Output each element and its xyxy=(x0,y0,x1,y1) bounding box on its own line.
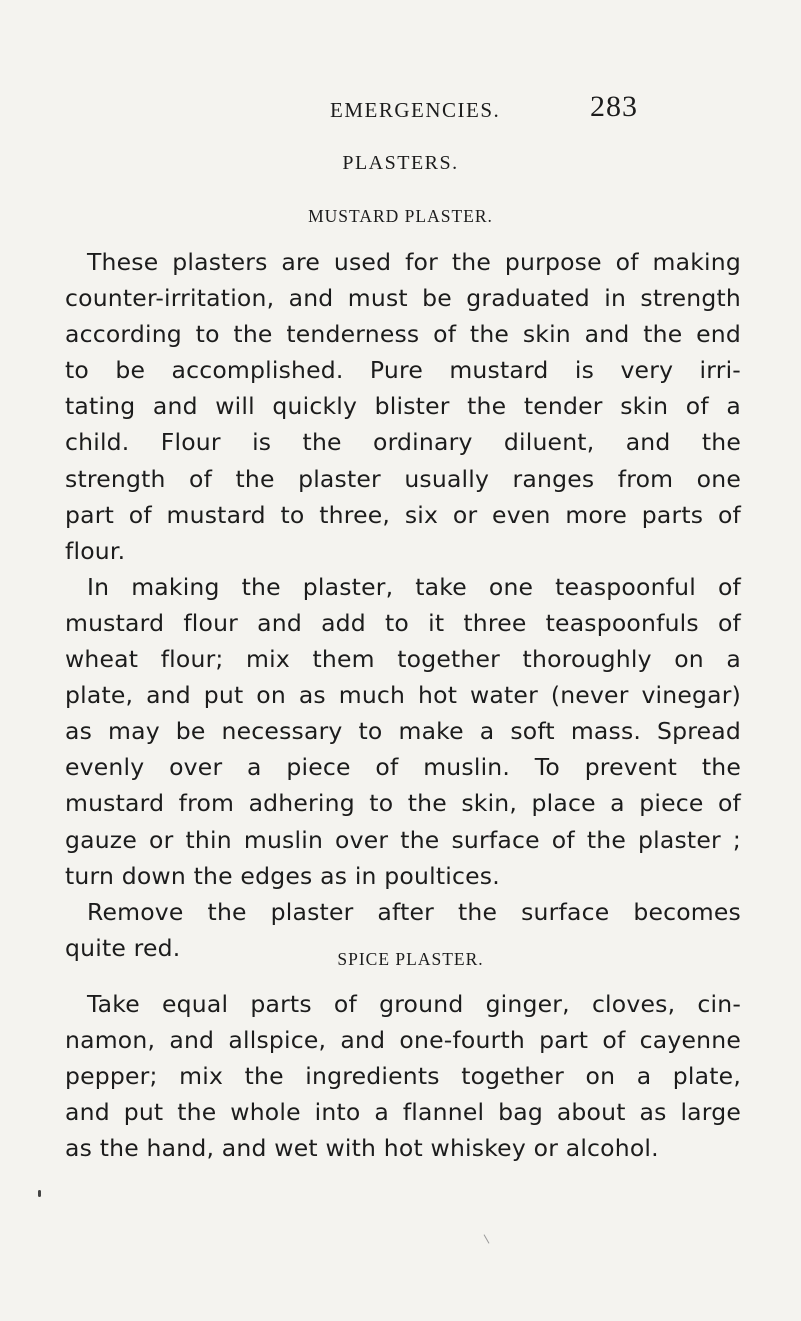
text-line: quite red. xyxy=(65,933,181,962)
text-line: turn down the edges as in poultices. xyxy=(65,861,500,890)
text-line: counter-irritation, and must be graduated in strength xyxy=(65,284,741,313)
text-line: as the hand, and wet with hot whiskey or alcohol. xyxy=(65,1134,659,1163)
page-number: 283 xyxy=(590,90,638,123)
text-line: part of mustard to three, six or even more parts of xyxy=(65,500,741,529)
text-line: tating and will quickly blister the tender skin of a xyxy=(65,392,741,421)
text-line: as may be necessary to make a soft mass. Spread xyxy=(65,717,741,746)
spice-plaster-text xyxy=(65,986,741,1166)
text-line: flour. xyxy=(65,536,126,565)
text-line: plate, and put on as much hot water (never vinegar) xyxy=(65,681,741,710)
text-line: gauze or thin muslin over the surface of the plaster ; xyxy=(65,825,741,854)
text-line: evenly over a piece of muslin. To prevent the xyxy=(65,753,741,782)
running-head xyxy=(330,90,750,134)
text-line: namon, and allspice, and one-fourth part of cayenne xyxy=(65,1026,741,1055)
paper-speck xyxy=(38,1190,41,1197)
text-line: according to the tenderness of the skin and the end xyxy=(65,320,741,349)
text-line: In making the plaster, take one teaspoonful of xyxy=(87,572,741,601)
running-title: EMERGENCIES. xyxy=(330,98,501,122)
paper-speck xyxy=(484,1234,490,1243)
text-line: These plasters are used for the purpose of making xyxy=(87,248,741,276)
text-line: Remove the plaster after the surface becomes xyxy=(87,897,741,926)
text-line: strength of the plaster usually ranges from one xyxy=(65,464,741,493)
text-line: Take equal parts of ground ginger, cloves, cin- xyxy=(87,990,741,1018)
text-line: wheat flour; mix them together thoroughly on a xyxy=(65,645,741,674)
mustard-plaster-heading: MUSTARD PLASTER. xyxy=(308,206,493,226)
text-line: pepper; mix the ingredients together on a plate, xyxy=(65,1062,741,1091)
mustard-plaster-text xyxy=(65,244,741,966)
text-line: child. Flour is the ordinary diluent, and the xyxy=(65,428,741,457)
section-title: PLASTERS. xyxy=(342,152,459,174)
text-line: and put the whole into a flannel bag about as large xyxy=(65,1098,741,1127)
text-line: mustard from adhering to the skin, place a piece of xyxy=(65,789,741,818)
spice-plaster-heading: SPICE PLASTER. xyxy=(337,949,484,969)
text-line: mustard flour and add to it three teaspoonfuls of xyxy=(65,608,741,637)
text-line: to be accomplished. Pure mustard is very irri- xyxy=(65,356,741,385)
